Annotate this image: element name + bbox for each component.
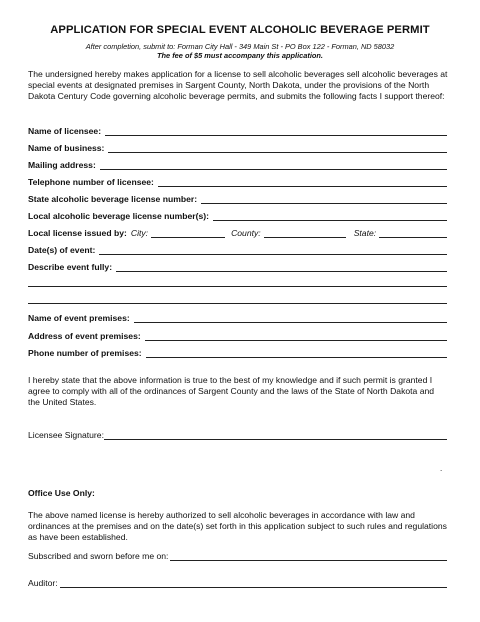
business-name-row [28, 141, 447, 153]
state-license-row [28, 192, 447, 204]
auditor-field[interactable] [60, 578, 447, 588]
state-license-label: State alcoholic beverage license number: [28, 194, 198, 204]
premises-phone-field[interactable] [146, 348, 447, 358]
statement-paragraph: I hereby state that the above information is true to the best of my knowledge and if such permit is granted I agree to comply with all of the ordinances of Sargent County and the laws of the State of North Dakota and the United States. [28, 375, 435, 408]
auditor-row [28, 576, 447, 588]
describe-event-line-2[interactable] [28, 277, 447, 287]
local-license-row [28, 209, 447, 221]
local-license-field[interactable] [213, 211, 447, 221]
form-title: APPLICATION FOR SPECIAL EVENT ALCOHOLIC BEVERAGE PERMIT [50, 24, 430, 36]
premises-phone-label: Phone number of premises: [28, 348, 142, 358]
submission-address: After completion, submit to: Forman City Hall - 349 Main St - PO Box 122 - Forman, ND 58032 [85, 42, 395, 51]
mailing-address-field[interactable] [100, 160, 447, 170]
sworn-label: Subscribed and sworn before me on: [28, 551, 169, 561]
event-dates-row [28, 243, 447, 255]
auditor-label: Auditor: [28, 578, 58, 588]
premises-name-label: Name of event premises: [28, 313, 130, 323]
premises-address-label: Address of event premises: [28, 331, 141, 341]
mailing-address-label: Mailing address: [28, 160, 96, 170]
state-license-field[interactable] [201, 194, 447, 204]
city-field[interactable] [151, 228, 225, 238]
licensee-name-row [28, 124, 447, 136]
describe-event-line-3[interactable] [28, 294, 447, 304]
premises-name-row [28, 311, 447, 323]
stray-mark: . [440, 464, 443, 473]
mailing-address-row [28, 158, 447, 170]
premises-phone-row [28, 346, 447, 358]
signature-label: Licensee Signature: [28, 430, 104, 440]
premises-name-field[interactable] [134, 313, 447, 323]
licensee-name-field[interactable] [105, 126, 447, 136]
describe-event-label: Describe event fully: [28, 262, 113, 272]
event-dates-label: Date(s) of event: [28, 245, 96, 255]
signature-field[interactable] [104, 430, 447, 440]
local-license-label: Local alcoholic beverage license number(s): [28, 211, 210, 221]
licensee-phone-row [28, 175, 447, 187]
intro-paragraph: The undersigned hereby makes application for a license to sell alcoholic beverages sell alcoholic beverages at special events at designated premises in Sargent County, North Dakota, under the provisions of the North Dakota Century Code governing alcoholic beverage permits, and submits the following facts I support thereof: [28, 69, 448, 102]
sworn-date-field[interactable] [170, 551, 447, 561]
describe-event-field[interactable] [116, 262, 447, 272]
issued-by-row [28, 226, 447, 238]
business-name-field[interactable] [108, 143, 447, 153]
city-label: City: [130, 228, 149, 238]
sworn-row [28, 549, 447, 561]
licensee-phone-field[interactable] [158, 177, 447, 187]
office-authorization-text: The above named license is hereby authorized to sell alcoholic beverages in accordance with law and ordinances at the premises and on the date(s) set forth in this application subject to such rules and regulations as have been established. [28, 510, 447, 543]
issued-by-label: Local license issued by: [28, 228, 127, 238]
licensee-name-label: Name of licensee: [28, 126, 102, 136]
county-field[interactable] [264, 228, 346, 238]
office-use-heading: Office Use Only: [28, 488, 95, 498]
fee-note: The fee of $5 must accompany this application. [157, 51, 323, 60]
premises-address-field[interactable] [145, 331, 447, 341]
state-field[interactable] [379, 228, 447, 238]
licensee-phone-label: Telephone number of licensee: [28, 177, 154, 187]
premises-address-row [28, 329, 447, 341]
business-name-label: Name of business: [28, 143, 105, 153]
describe-event-row [28, 260, 447, 272]
state-label: State: [353, 228, 377, 238]
event-dates-field[interactable] [99, 245, 447, 255]
county-label: County: [231, 228, 261, 238]
signature-row [28, 428, 447, 440]
